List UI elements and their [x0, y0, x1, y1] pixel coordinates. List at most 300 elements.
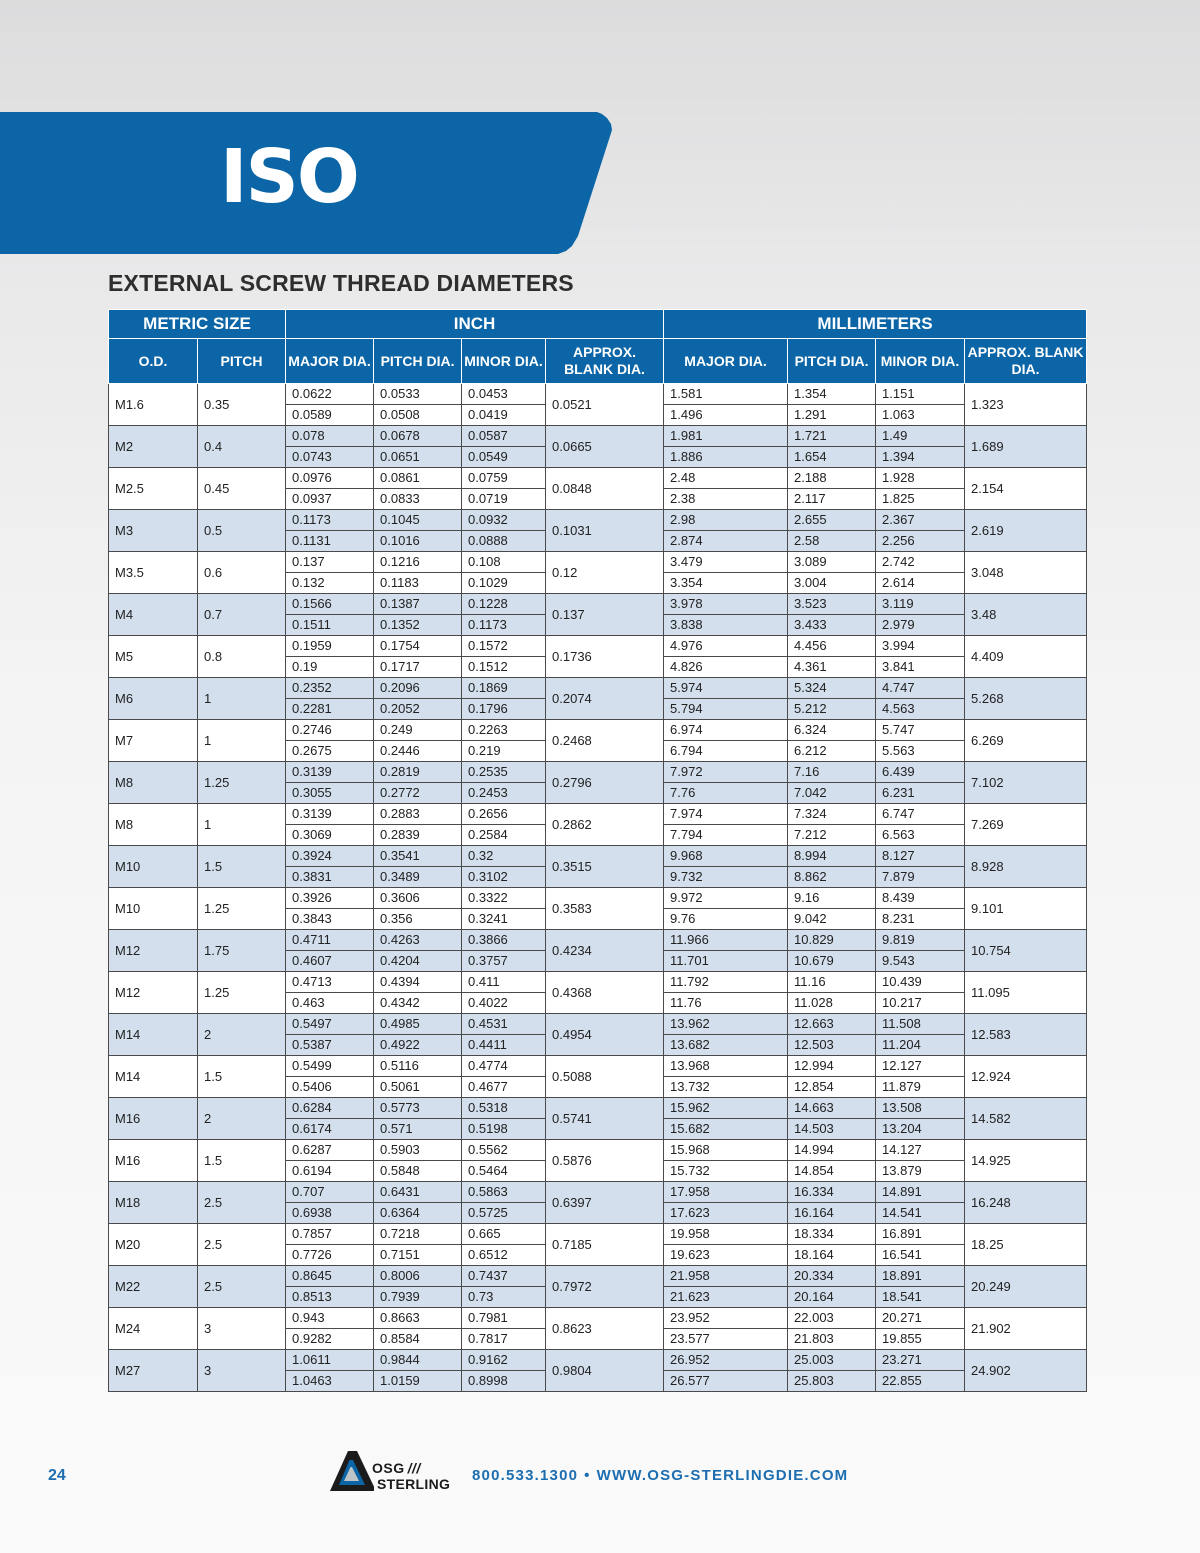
mm-blank-dia-cell: 14.925 [965, 1140, 1087, 1182]
mm-major-dia-max-cell: 7.972 [664, 762, 788, 783]
inch-major-dia-min-cell: 0.2281 [286, 699, 374, 720]
od-cell: M5 [109, 636, 198, 678]
size-group-row [109, 888, 1087, 930]
mm-minor-dia-max-cell: 6.439 [876, 762, 965, 783]
inch-major-dia-min-cell: 0.0743 [286, 447, 374, 468]
pitch-cell: 2.5 [198, 1266, 286, 1308]
pitch-cell: 0.45 [198, 468, 286, 510]
mm-pitch-dia-max-cell: 11.16 [788, 972, 876, 993]
mm-major-dia-min-cell: 9.732 [664, 867, 788, 888]
od-cell: M3.5 [109, 552, 198, 594]
inch-pitch-dia-min-cell: 0.1717 [374, 657, 462, 678]
table-row [109, 1014, 1087, 1035]
mm-pitch-dia-min-cell: 9.042 [788, 909, 876, 930]
inch-major-dia-max-cell: 0.1566 [286, 594, 374, 615]
mm-major-dia-max-cell: 13.962 [664, 1014, 788, 1035]
table-row [109, 762, 1087, 783]
mm-minor-dia-min-cell: 7.879 [876, 867, 965, 888]
inch-pitch-dia-max-cell: 0.249 [374, 720, 462, 741]
inch-pitch-dia-max-cell: 0.1387 [374, 594, 462, 615]
inch-minor-dia-max-cell: 0.108 [462, 552, 546, 573]
mm-pitch-dia-max-cell: 22.003 [788, 1308, 876, 1329]
mm-major-dia-min-cell: 19.623 [664, 1245, 788, 1266]
column-header-mm-pitch-dia: PITCH DIA. [788, 339, 876, 384]
pitch-cell: 1.75 [198, 930, 286, 972]
mm-major-dia-min-cell: 5.794 [664, 699, 788, 720]
mm-minor-dia-max-cell: 3.119 [876, 594, 965, 615]
mm-major-dia-max-cell: 9.968 [664, 846, 788, 867]
size-group-row [109, 972, 1087, 1014]
inch-blank-dia-cell: 0.12 [546, 552, 664, 594]
logo-slashes: /// [407, 1460, 421, 1476]
inch-major-dia-max-cell: 0.5499 [286, 1056, 374, 1077]
inch-major-dia-min-cell: 0.5387 [286, 1035, 374, 1056]
mm-blank-dia-cell: 2.619 [965, 510, 1087, 552]
table-row [109, 678, 1087, 699]
inch-major-dia-max-cell: 0.2352 [286, 678, 374, 699]
mm-minor-dia-max-cell: 4.747 [876, 678, 965, 699]
inch-pitch-dia-max-cell: 0.6431 [374, 1182, 462, 1203]
mm-major-dia-max-cell: 6.974 [664, 720, 788, 741]
inch-minor-dia-max-cell: 0.0759 [462, 468, 546, 489]
mm-major-dia-max-cell: 11.966 [664, 930, 788, 951]
inch-pitch-dia-min-cell: 0.0508 [374, 405, 462, 426]
mm-major-dia-min-cell: 6.794 [664, 741, 788, 762]
mm-minor-dia-min-cell: 4.563 [876, 699, 965, 720]
inch-minor-dia-min-cell: 0.0549 [462, 447, 546, 468]
size-group-row [109, 594, 1087, 636]
inch-minor-dia-min-cell: 0.3241 [462, 909, 546, 930]
mm-blank-dia-cell: 18.25 [965, 1224, 1087, 1266]
pitch-cell: 1.5 [198, 1056, 286, 1098]
table-row [109, 930, 1087, 951]
mm-blank-dia-cell: 14.582 [965, 1098, 1087, 1140]
inch-major-dia-min-cell: 0.0937 [286, 489, 374, 510]
mm-major-dia-min-cell: 3.354 [664, 573, 788, 594]
pitch-cell: 3 [198, 1308, 286, 1350]
inch-major-dia-max-cell: 0.3139 [286, 762, 374, 783]
inch-blank-dia-cell: 0.2468 [546, 720, 664, 762]
mm-pitch-dia-max-cell: 1.354 [788, 384, 876, 405]
mm-minor-dia-min-cell: 11.879 [876, 1077, 965, 1098]
inch-major-dia-max-cell: 0.3924 [286, 846, 374, 867]
inch-minor-dia-max-cell: 0.1869 [462, 678, 546, 699]
table-row [109, 1056, 1087, 1077]
inch-major-dia-min-cell: 0.463 [286, 993, 374, 1014]
inch-pitch-dia-min-cell: 0.5848 [374, 1161, 462, 1182]
mm-minor-dia-min-cell: 18.541 [876, 1287, 965, 1308]
mm-minor-dia-min-cell: 1.063 [876, 405, 965, 426]
inch-minor-dia-min-cell: 0.0719 [462, 489, 546, 510]
table-row [109, 972, 1087, 993]
inch-minor-dia-max-cell: 0.2656 [462, 804, 546, 825]
mm-pitch-dia-min-cell: 1.291 [788, 405, 876, 426]
size-group-row [109, 1140, 1087, 1182]
mm-major-dia-min-cell: 7.794 [664, 825, 788, 846]
inch-minor-dia-max-cell: 0.2535 [462, 762, 546, 783]
pitch-cell: 0.7 [198, 594, 286, 636]
inch-blank-dia-cell: 0.3583 [546, 888, 664, 930]
mm-major-dia-min-cell: 1.886 [664, 447, 788, 468]
inch-blank-dia-cell: 0.9804 [546, 1350, 664, 1392]
mm-major-dia-max-cell: 3.978 [664, 594, 788, 615]
pitch-cell: 1.25 [198, 762, 286, 804]
inch-minor-dia-min-cell: 0.3102 [462, 867, 546, 888]
pitch-cell: 2.5 [198, 1224, 286, 1266]
inch-major-dia-min-cell: 0.3069 [286, 825, 374, 846]
inch-minor-dia-max-cell: 0.5318 [462, 1098, 546, 1119]
mm-minor-dia-min-cell: 2.979 [876, 615, 965, 636]
mm-minor-dia-max-cell: 16.891 [876, 1224, 965, 1245]
mm-major-dia-max-cell: 15.962 [664, 1098, 788, 1119]
inch-major-dia-max-cell: 0.7857 [286, 1224, 374, 1245]
mm-blank-dia-cell: 3.48 [965, 594, 1087, 636]
inch-major-dia-max-cell: 0.137 [286, 552, 374, 573]
inch-minor-dia-max-cell: 0.4531 [462, 1014, 546, 1035]
od-cell: M24 [109, 1308, 198, 1350]
inch-pitch-dia-max-cell: 0.3606 [374, 888, 462, 909]
mm-pitch-dia-max-cell: 10.829 [788, 930, 876, 951]
od-cell: M16 [109, 1098, 198, 1140]
od-cell: M6 [109, 678, 198, 720]
inch-major-dia-min-cell: 0.3831 [286, 867, 374, 888]
mm-major-dia-max-cell: 23.952 [664, 1308, 788, 1329]
inch-pitch-dia-max-cell: 0.5903 [374, 1140, 462, 1161]
mm-major-dia-min-cell: 11.76 [664, 993, 788, 1014]
column-header-inch-pitch-dia: PITCH DIA. [374, 339, 462, 384]
mm-pitch-dia-min-cell: 3.433 [788, 615, 876, 636]
size-group-row [109, 1350, 1087, 1392]
inch-major-dia-max-cell: 0.078 [286, 426, 374, 447]
mm-major-dia-min-cell: 15.682 [664, 1119, 788, 1140]
inch-pitch-dia-max-cell: 0.8006 [374, 1266, 462, 1287]
size-group-row [109, 846, 1087, 888]
od-cell: M20 [109, 1224, 198, 1266]
inch-minor-dia-max-cell: 0.665 [462, 1224, 546, 1245]
mm-pitch-dia-max-cell: 25.003 [788, 1350, 876, 1371]
od-cell: M8 [109, 762, 198, 804]
inch-pitch-dia-min-cell: 0.5061 [374, 1077, 462, 1098]
inch-major-dia-min-cell: 0.2675 [286, 741, 374, 762]
inch-minor-dia-min-cell: 0.1512 [462, 657, 546, 678]
mm-blank-dia-cell: 7.269 [965, 804, 1087, 846]
inch-major-dia-max-cell: 0.1173 [286, 510, 374, 531]
od-cell: M14 [109, 1056, 198, 1098]
mm-major-dia-max-cell: 3.479 [664, 552, 788, 573]
mm-blank-dia-cell: 1.323 [965, 384, 1087, 426]
mm-major-dia-max-cell: 2.98 [664, 510, 788, 531]
inch-pitch-dia-max-cell: 0.1045 [374, 510, 462, 531]
table-row [109, 846, 1087, 867]
mm-blank-dia-cell: 11.095 [965, 972, 1087, 1014]
mm-major-dia-min-cell: 13.732 [664, 1077, 788, 1098]
inch-pitch-dia-min-cell: 0.0651 [374, 447, 462, 468]
logo-text-sterling: STERLING [377, 1476, 451, 1492]
mm-pitch-dia-min-cell: 18.164 [788, 1245, 876, 1266]
inch-pitch-dia-max-cell: 0.2819 [374, 762, 462, 783]
mm-major-dia-max-cell: 5.974 [664, 678, 788, 699]
inch-pitch-dia-max-cell: 0.4394 [374, 972, 462, 993]
mm-pitch-dia-min-cell: 14.854 [788, 1161, 876, 1182]
table-row [109, 636, 1087, 657]
inch-blank-dia-cell: 0.2074 [546, 678, 664, 720]
size-group-row [109, 804, 1087, 846]
table-row [109, 552, 1087, 573]
mm-major-dia-min-cell: 13.682 [664, 1035, 788, 1056]
inch-pitch-dia-min-cell: 0.1016 [374, 531, 462, 552]
mm-minor-dia-max-cell: 11.508 [876, 1014, 965, 1035]
size-group-row [109, 426, 1087, 468]
mm-minor-dia-max-cell: 1.928 [876, 468, 965, 489]
inch-major-dia-min-cell: 0.132 [286, 573, 374, 594]
od-cell: M22 [109, 1266, 198, 1308]
size-group-row [109, 552, 1087, 594]
inch-pitch-dia-min-cell: 0.1183 [374, 573, 462, 594]
osg-sterling-logo [330, 1450, 460, 1494]
pitch-cell: 0.5 [198, 510, 286, 552]
table-row [109, 1224, 1087, 1245]
inch-major-dia-max-cell: 0.3139 [286, 804, 374, 825]
mm-pitch-dia-max-cell: 3.523 [788, 594, 876, 615]
inch-major-dia-max-cell: 0.4711 [286, 930, 374, 951]
pitch-cell: 0.35 [198, 384, 286, 426]
mm-pitch-dia-min-cell: 7.042 [788, 783, 876, 804]
table-row [109, 804, 1087, 825]
inch-blank-dia-cell: 0.0848 [546, 468, 664, 510]
od-cell: M12 [109, 930, 198, 972]
inch-pitch-dia-min-cell: 0.6364 [374, 1203, 462, 1224]
mm-minor-dia-max-cell: 14.127 [876, 1140, 965, 1161]
inch-pitch-dia-min-cell: 1.0159 [374, 1371, 462, 1392]
size-group-row [109, 468, 1087, 510]
inch-pitch-dia-min-cell: 0.8584 [374, 1329, 462, 1350]
inch-pitch-dia-max-cell: 0.5116 [374, 1056, 462, 1077]
contact-line [472, 1467, 848, 1484]
inch-pitch-dia-max-cell: 0.0678 [374, 426, 462, 447]
osg-sterling-logo-icon [330, 1450, 374, 1492]
mm-minor-dia-min-cell: 3.841 [876, 657, 965, 678]
table-row [109, 888, 1087, 909]
mm-minor-dia-max-cell: 5.747 [876, 720, 965, 741]
mm-blank-dia-cell: 12.583 [965, 1014, 1087, 1056]
mm-major-dia-min-cell: 9.76 [664, 909, 788, 930]
inch-major-dia-min-cell: 0.7726 [286, 1245, 374, 1266]
inch-blank-dia-cell: 0.3515 [546, 846, 664, 888]
mm-major-dia-min-cell: 15.732 [664, 1161, 788, 1182]
inch-minor-dia-min-cell: 0.4677 [462, 1077, 546, 1098]
mm-major-dia-max-cell: 15.968 [664, 1140, 788, 1161]
od-cell: M8 [109, 804, 198, 846]
mm-major-dia-max-cell: 1.581 [664, 384, 788, 405]
inch-minor-dia-min-cell: 0.4022 [462, 993, 546, 1014]
mm-minor-dia-max-cell: 1.151 [876, 384, 965, 405]
inch-pitch-dia-min-cell: 0.356 [374, 909, 462, 930]
inch-minor-dia-min-cell: 0.4411 [462, 1035, 546, 1056]
mm-blank-dia-cell: 16.248 [965, 1182, 1087, 1224]
inch-minor-dia-min-cell: 0.0419 [462, 405, 546, 426]
inch-minor-dia-max-cell: 0.1228 [462, 594, 546, 615]
inch-blank-dia-cell: 0.6397 [546, 1182, 664, 1224]
inch-minor-dia-max-cell: 0.1572 [462, 636, 546, 657]
inch-blank-dia-cell: 0.7972 [546, 1266, 664, 1308]
mm-pitch-dia-min-cell: 1.654 [788, 447, 876, 468]
size-group-row [109, 1308, 1087, 1350]
size-group-row [109, 678, 1087, 720]
inch-major-dia-min-cell: 0.1131 [286, 531, 374, 552]
mm-major-dia-max-cell: 9.972 [664, 888, 788, 909]
inch-major-dia-min-cell: 0.6938 [286, 1203, 374, 1224]
mm-pitch-dia-min-cell: 25.803 [788, 1371, 876, 1392]
inch-minor-dia-max-cell: 0.7437 [462, 1266, 546, 1287]
mm-pitch-dia-min-cell: 21.803 [788, 1329, 876, 1350]
mm-pitch-dia-max-cell: 20.334 [788, 1266, 876, 1287]
mm-minor-dia-max-cell: 8.439 [876, 888, 965, 909]
inch-pitch-dia-min-cell: 0.7151 [374, 1245, 462, 1266]
column-header-mm-minor-dia: MINOR DIA. [876, 339, 965, 384]
mm-minor-dia-min-cell: 1.394 [876, 447, 965, 468]
inch-minor-dia-min-cell: 0.2453 [462, 783, 546, 804]
mm-pitch-dia-min-cell: 20.164 [788, 1287, 876, 1308]
mm-pitch-dia-max-cell: 3.089 [788, 552, 876, 573]
column-header-od: O.D. [109, 339, 198, 384]
inch-major-dia-max-cell: 0.943 [286, 1308, 374, 1329]
mm-pitch-dia-max-cell: 5.324 [788, 678, 876, 699]
inch-pitch-dia-max-cell: 0.2096 [374, 678, 462, 699]
mm-blank-dia-cell: 5.268 [965, 678, 1087, 720]
inch-major-dia-min-cell: 1.0463 [286, 1371, 374, 1392]
mm-minor-dia-max-cell: 10.439 [876, 972, 965, 993]
mm-major-dia-max-cell: 7.974 [664, 804, 788, 825]
od-cell: M12 [109, 972, 198, 1014]
inch-minor-dia-min-cell: 0.7817 [462, 1329, 546, 1350]
mm-major-dia-min-cell: 11.701 [664, 951, 788, 972]
mm-pitch-dia-min-cell: 14.503 [788, 1119, 876, 1140]
mm-pitch-dia-min-cell: 2.58 [788, 531, 876, 552]
inch-blank-dia-cell: 0.7185 [546, 1224, 664, 1266]
mm-minor-dia-max-cell: 18.891 [876, 1266, 965, 1287]
mm-major-dia-min-cell: 4.826 [664, 657, 788, 678]
inch-minor-dia-max-cell: 0.3322 [462, 888, 546, 909]
table-row [109, 384, 1087, 405]
inch-blank-dia-cell: 0.8623 [546, 1308, 664, 1350]
inch-blank-dia-cell: 0.2862 [546, 804, 664, 846]
inch-blank-dia-cell: 0.5741 [546, 1098, 664, 1140]
group-header-inch: INCH [286, 310, 664, 339]
mm-pitch-dia-max-cell: 2.188 [788, 468, 876, 489]
pitch-cell: 2 [198, 1098, 286, 1140]
mm-pitch-dia-max-cell: 9.16 [788, 888, 876, 909]
mm-pitch-dia-max-cell: 14.994 [788, 1140, 876, 1161]
mm-minor-dia-min-cell: 13.879 [876, 1161, 965, 1182]
mm-blank-dia-cell: 24.902 [965, 1350, 1087, 1392]
inch-pitch-dia-min-cell: 0.4342 [374, 993, 462, 1014]
inch-minor-dia-max-cell: 0.5562 [462, 1140, 546, 1161]
mm-pitch-dia-min-cell: 12.503 [788, 1035, 876, 1056]
phone-number: 800.533.1300 [472, 1467, 579, 1484]
inch-pitch-dia-max-cell: 0.9844 [374, 1350, 462, 1371]
inch-major-dia-min-cell: 0.0589 [286, 405, 374, 426]
inch-major-dia-min-cell: 0.8513 [286, 1287, 374, 1308]
inch-pitch-dia-min-cell: 0.2772 [374, 783, 462, 804]
thread-diameter-table [108, 309, 1087, 1392]
size-group-row [109, 1266, 1087, 1308]
od-cell: M7 [109, 720, 198, 762]
od-cell: M2 [109, 426, 198, 468]
inch-major-dia-max-cell: 0.1959 [286, 636, 374, 657]
mm-pitch-dia-max-cell: 12.663 [788, 1014, 876, 1035]
mm-minor-dia-min-cell: 10.217 [876, 993, 965, 1014]
table-row [109, 510, 1087, 531]
size-group-row [109, 1014, 1087, 1056]
inch-minor-dia-max-cell: 0.5863 [462, 1182, 546, 1203]
mm-minor-dia-max-cell: 14.891 [876, 1182, 965, 1203]
size-group-row [109, 1182, 1087, 1224]
inch-minor-dia-min-cell: 0.2584 [462, 825, 546, 846]
pitch-cell: 1 [198, 678, 286, 720]
inch-minor-dia-max-cell: 0.9162 [462, 1350, 546, 1371]
pitch-cell: 1 [198, 804, 286, 846]
size-group-row [109, 636, 1087, 678]
inch-major-dia-max-cell: 0.8645 [286, 1266, 374, 1287]
mm-major-dia-min-cell: 2.874 [664, 531, 788, 552]
inch-major-dia-max-cell: 1.0611 [286, 1350, 374, 1371]
inch-blank-dia-cell: 0.0665 [546, 426, 664, 468]
mm-pitch-dia-max-cell: 7.16 [788, 762, 876, 783]
size-group-row [109, 1056, 1087, 1098]
inch-minor-dia-min-cell: 0.5725 [462, 1203, 546, 1224]
pitch-cell: 1.25 [198, 972, 286, 1014]
column-header-inch-minor-dia: MINOR DIA. [462, 339, 546, 384]
mm-major-dia-max-cell: 13.968 [664, 1056, 788, 1077]
mm-blank-dia-cell: 7.102 [965, 762, 1087, 804]
logo-text-osg: OSG [372, 1460, 405, 1476]
page-number: 24 [48, 1467, 66, 1484]
mm-pitch-dia-min-cell: 3.004 [788, 573, 876, 594]
inch-pitch-dia-max-cell: 0.7218 [374, 1224, 462, 1245]
mm-major-dia-max-cell: 1.981 [664, 426, 788, 447]
pitch-cell: 2.5 [198, 1182, 286, 1224]
section-heading: EXTERNAL SCREW THREAD DIAMETERS [108, 270, 574, 296]
inch-minor-dia-max-cell: 0.3866 [462, 930, 546, 951]
od-cell: M4 [109, 594, 198, 636]
od-cell: M10 [109, 888, 198, 930]
mm-major-dia-max-cell: 11.792 [664, 972, 788, 993]
mm-minor-dia-max-cell: 12.127 [876, 1056, 965, 1077]
inch-minor-dia-min-cell: 0.73 [462, 1287, 546, 1308]
mm-pitch-dia-min-cell: 16.164 [788, 1203, 876, 1224]
inch-minor-dia-min-cell: 0.3757 [462, 951, 546, 972]
pitch-cell: 2 [198, 1014, 286, 1056]
mm-minor-dia-max-cell: 2.742 [876, 552, 965, 573]
mm-blank-dia-cell: 2.154 [965, 468, 1087, 510]
mm-minor-dia-min-cell: 9.543 [876, 951, 965, 972]
mm-major-dia-max-cell: 19.958 [664, 1224, 788, 1245]
mm-blank-dia-cell: 1.689 [965, 426, 1087, 468]
mm-pitch-dia-max-cell: 1.721 [788, 426, 876, 447]
inch-major-dia-max-cell: 0.3926 [286, 888, 374, 909]
inch-pitch-dia-min-cell: 0.7939 [374, 1287, 462, 1308]
mm-pitch-dia-max-cell: 18.334 [788, 1224, 876, 1245]
inch-minor-dia-max-cell: 0.411 [462, 972, 546, 993]
mm-minor-dia-min-cell: 11.204 [876, 1035, 965, 1056]
mm-blank-dia-cell: 9.101 [965, 888, 1087, 930]
inch-blank-dia-cell: 0.4368 [546, 972, 664, 1014]
mm-pitch-dia-max-cell: 2.655 [788, 510, 876, 531]
mm-major-dia-min-cell: 7.76 [664, 783, 788, 804]
mm-minor-dia-min-cell: 5.563 [876, 741, 965, 762]
inch-pitch-dia-min-cell: 0.3489 [374, 867, 462, 888]
size-group-row [109, 720, 1087, 762]
